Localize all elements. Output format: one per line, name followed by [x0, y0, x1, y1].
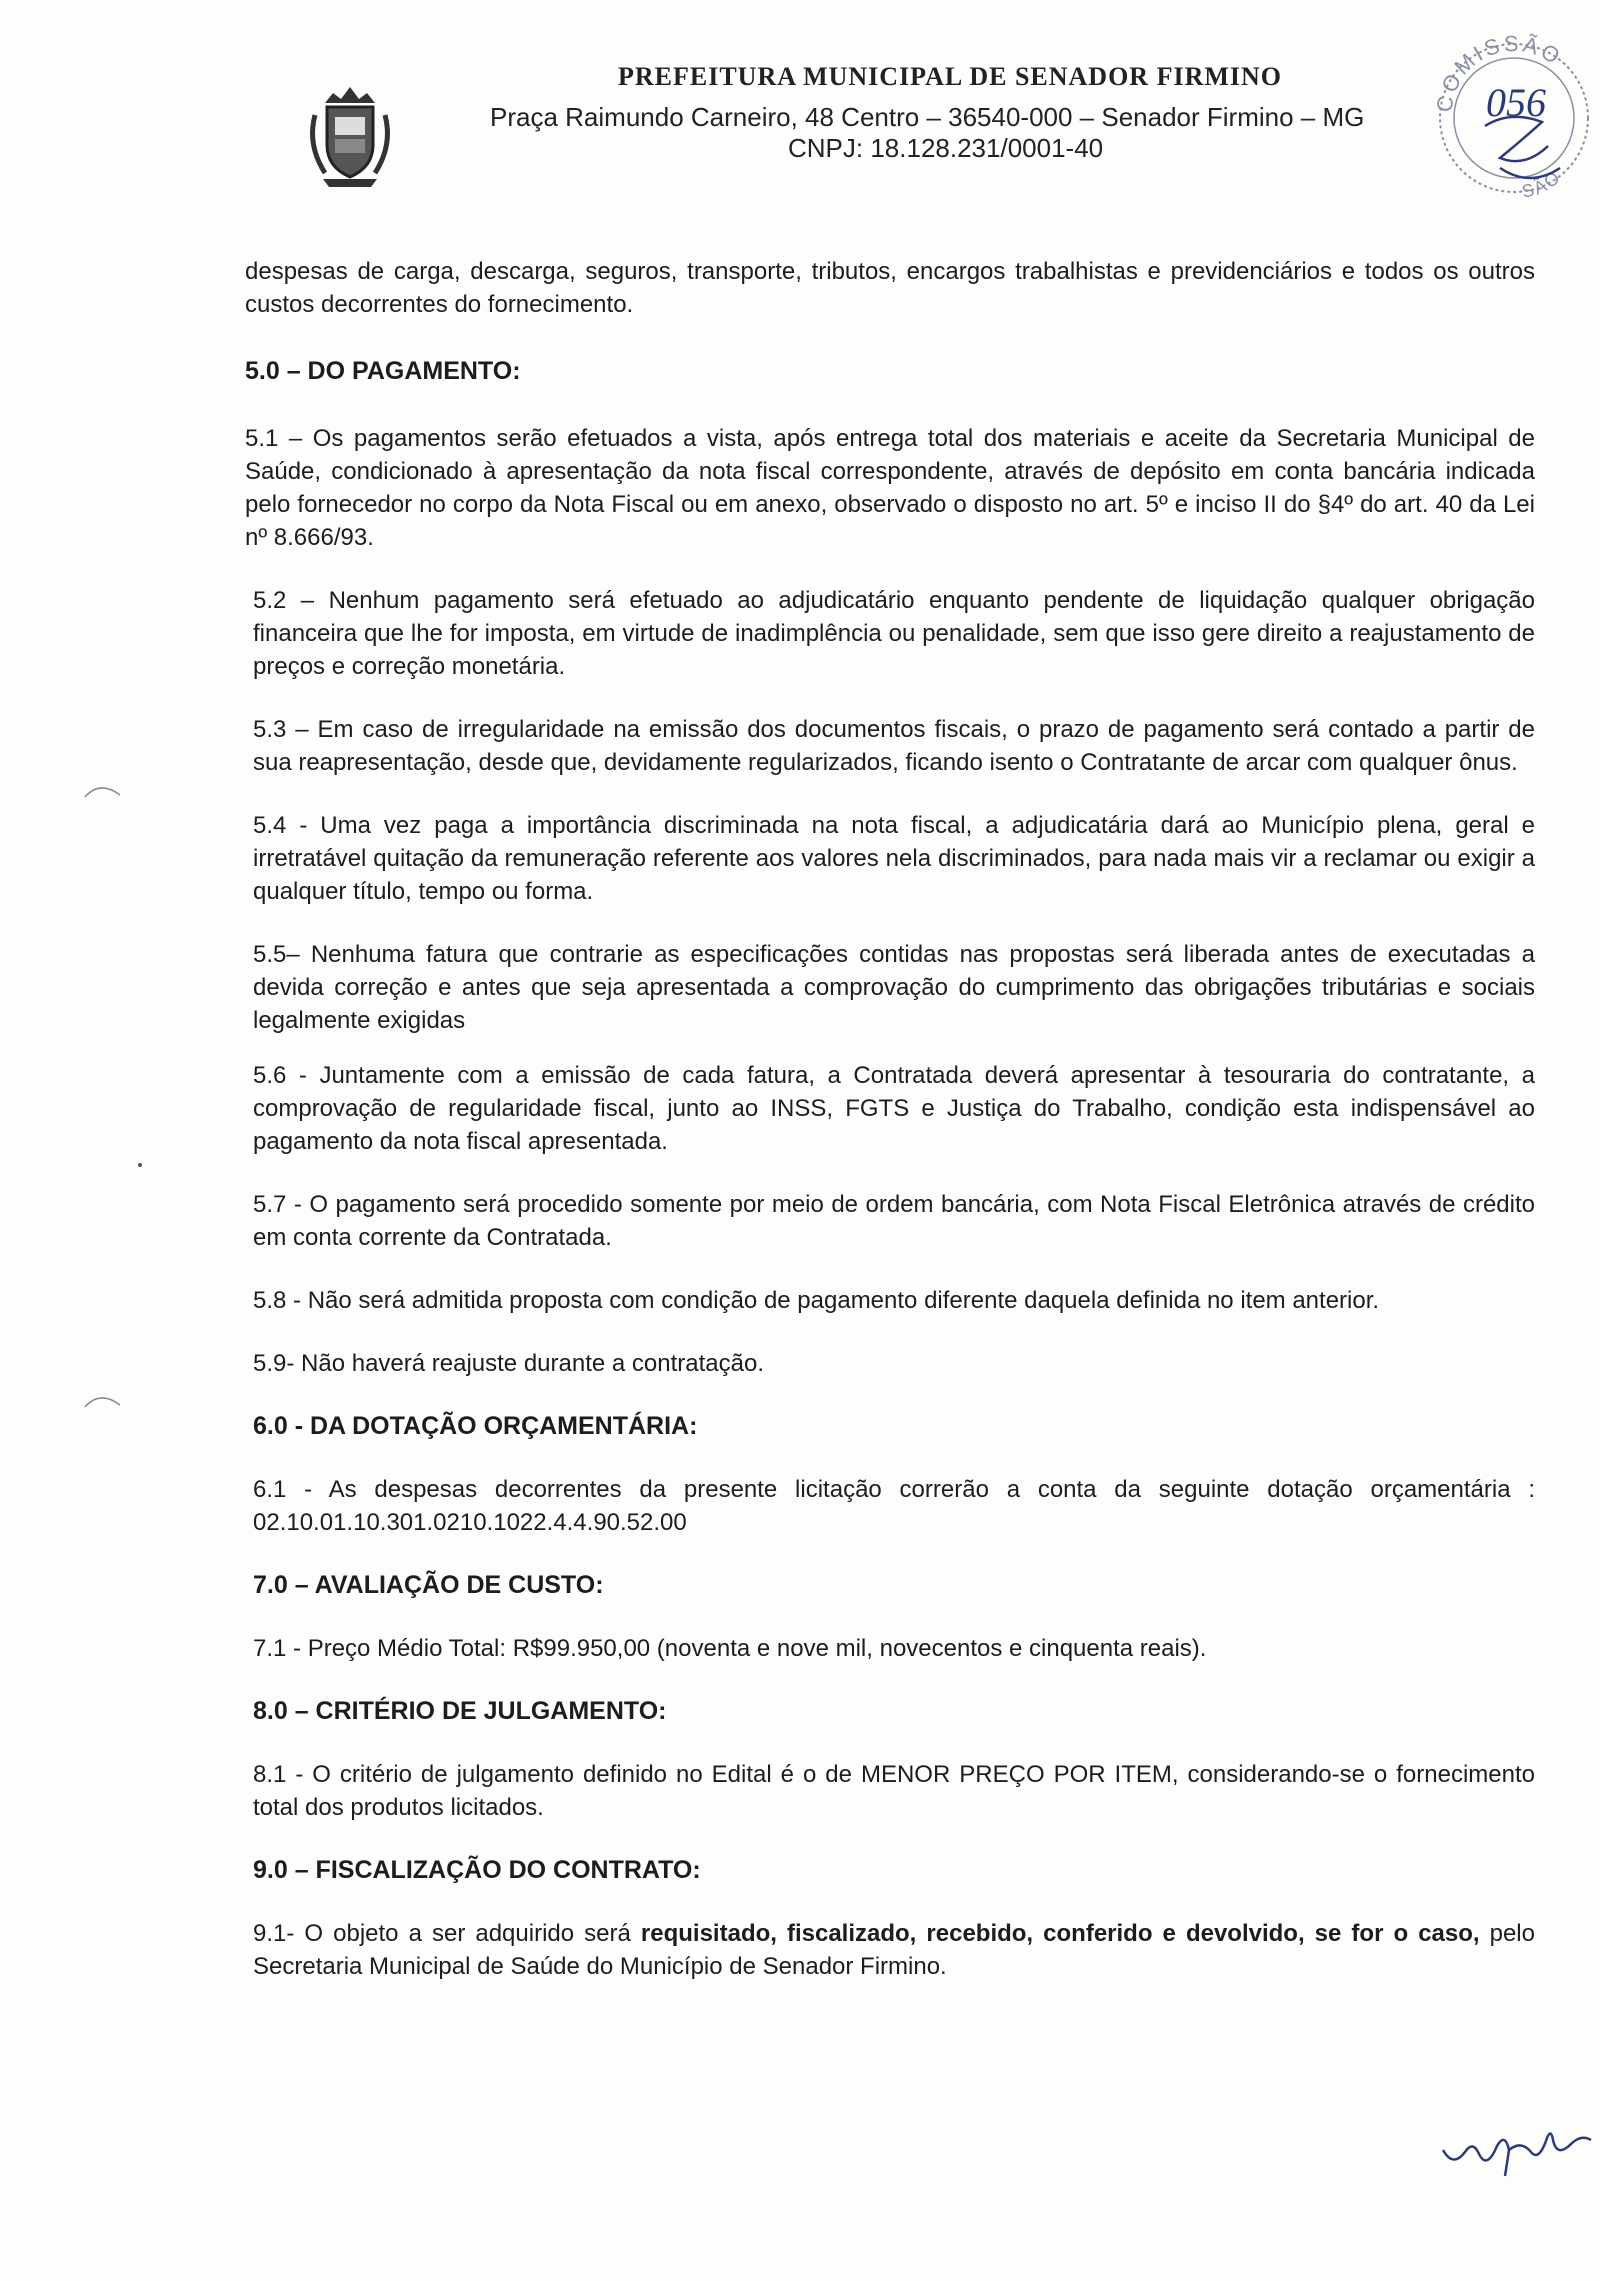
- clause-5-3: 5.3 – Em caso de irregularidade na emissão dos documentos fiscais, o prazo de pagamento será contado a partir de sua reapresentação, desde que, devidamente regularizados, ficando isento o Contratante de arcar com qualquer ônus.: [253, 716, 1535, 776]
- clause-9-1-prefix: 9.1- O objeto a ser adquirido será: [253, 1920, 641, 1947]
- clause-8-1: 8.1 - O critério de julgamento definido no Edital é o de MENOR PREÇO POR ITEM, considerando-se o fornecimento total dos produtos licitados.: [253, 1761, 1535, 1821]
- intro-paragraph: despesas de carga, descarga, seguros, transporte, tributos, encargos trabalhistas e previdenciários e todos os outros custos decorrentes do fornecimento.: [245, 258, 1535, 318]
- municipality-cnpj: CNPJ: 18.128.231/0001-40: [788, 133, 1104, 163]
- stamp-top-text: COMISSÃO: [1431, 30, 1567, 114]
- clause-9-1: [253, 1917, 1535, 1983]
- clause-5-5: 5.5– Nenhuma fatura que contrarie as especificações contidas nas propostas será liberada antes de executadas a devida correção e antes que seja apresentada a comprovação do cumprimento das obrigações tributárias e sociais legalmente exigidas: [253, 941, 1535, 1034]
- letterhead: [0, 0, 1600, 240]
- municipality-name: PREFEITURA MUNICIPAL DE SENADOR FIRMINO: [618, 62, 1283, 91]
- clause-5-6: 5.6 - Juntamente com a emissão de cada fatura, a Contratada deverá apresentar à tesouraria do contratante, a comprovação de regularidade fiscal, junto ao INSS, FGTS e Justiça do Trabalho, condição esta indispensável ao pagamento da nota fiscal apresentada.: [253, 1062, 1535, 1155]
- clause-5-7: 5.7 - O pagamento será procedido somente por meio de ordem bancária, com Nota Fiscal Eletrônica através de crédito em conta corrente da Contratada.: [253, 1191, 1535, 1251]
- margin-dot: [135, 1160, 145, 1170]
- clause-5-4: 5.4 - Uma vez paga a importância discriminada na nota fiscal, a adjudicatária dará ao Município plena, geral e irretratável quitação da remuneração referente aos valores nela discriminados, para nada mais vir a reclamar ou exigir a qualquer título, tempo ou forma.: [253, 812, 1535, 905]
- section-heading-dotacao: 6.0 - DA DOTAÇÃO ORÇAMENTÁRIA:: [253, 1412, 698, 1440]
- section-heading-custo: 7.0 – AVALIAÇÃO DE CUSTO:: [253, 1571, 604, 1599]
- clause-9-1-suffix: pelo Secretaria Municipal de Saúde do Município de Senador Firmino.: [253, 1920, 1535, 1980]
- section-heading-julgamento: 8.0 – CRITÉRIO DE JULGAMENTO:: [253, 1697, 667, 1725]
- clause-5-2: 5.2 – Nenhum pagamento será efetuado ao adjudicatário enquanto pendente de liquidação qualquer obrigação financeira que lhe for imposta, em virtude de inadimplência ou penalidade, sem que isso gere direito a reajustamento de preços e correção monetária.: [253, 587, 1535, 680]
- margin-mark: [80, 775, 130, 805]
- margin-mark: [80, 1385, 130, 1415]
- clause-5-1: 5.1 – Os pagamentos serão efetuados a vista, após entrega total dos materiais e aceite da Secretaria Municipal de Saúde, condicionado à apresentação da nota fiscal correspondente, através de depósito em conta bancária indicada pelo fornecedor no corpo da Nota Fiscal ou em anexo, observado o disposto no art. 5º e inciso II do §4º do art. 40 da Lei nº 8.666/93.: [245, 425, 1535, 551]
- municipal-crest-icon: [305, 75, 395, 190]
- clause-5-9: 5.9- Não haverá reajuste durante a contratação.: [253, 1350, 764, 1377]
- stamp-bottom-text: SÃO: [1520, 166, 1566, 202]
- clause-9-1-bold: requisitado, fiscalizado, recebido, conferido e devolvido, se for o caso,: [640, 1920, 1480, 1947]
- clause-7-1: 7.1 - Preço Médio Total: R$99.950,00 (noventa e nove mil, novecentos e cinquenta reais).: [253, 1635, 1207, 1662]
- municipality-address: Praça Raimundo Carneiro, 48 Centro – 36540-000 – Senador Firmino – MG: [490, 102, 1365, 132]
- section-heading-pagamento: 5.0 – DO PAGAMENTO:: [245, 357, 521, 385]
- commission-stamp: [1430, 18, 1595, 228]
- clause-6-1: 6.1 - As despesas decorrentes da presente licitação correrão a conta da seguinte dotação orçamentária : 02.10.01.10.301.0210.1022.4.4.90.52.00: [253, 1476, 1535, 1536]
- stamp-page-number: 056: [1486, 80, 1546, 125]
- clause-5-8: 5.8 - Não será admitida proposta com condição de pagamento diferente daquela definida no item anterior.: [253, 1287, 1380, 1314]
- section-heading-fiscalizacao: 9.0 – FISCALIZAÇÃO DO CONTRATO:: [253, 1856, 701, 1884]
- document-body: [245, 255, 1535, 1983]
- handwritten-initials: [1435, 2110, 1600, 2180]
- stamp-initials-mark: [1485, 117, 1560, 178]
